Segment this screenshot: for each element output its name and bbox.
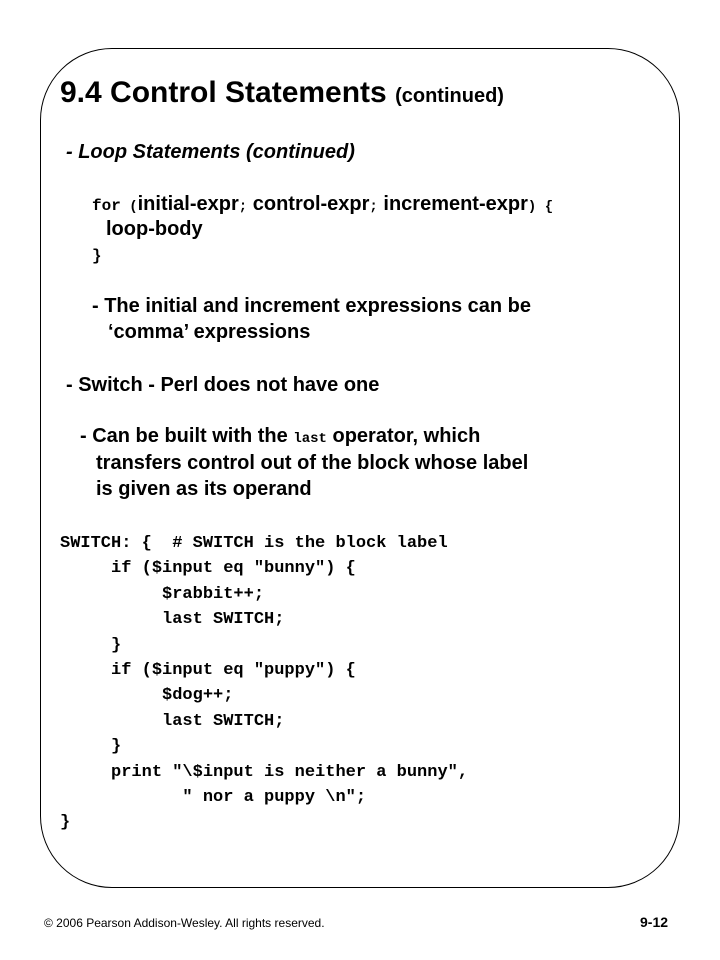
comma-note-line-1: - The initial and increment expressions can be	[92, 295, 532, 317]
copyright-notice: © 2006 Pearson Addison-Wesley. All rights reserved.	[44, 916, 325, 930]
code-line: SWITCH: { # SWITCH is the block label	[60, 534, 448, 553]
code-line: " nor a puppy \n";	[60, 788, 367, 808]
for-paren-open: (	[120, 199, 138, 215]
code-line: last SWITCH;	[60, 610, 285, 630]
semicolon-2: ;	[369, 199, 378, 215]
last-note-prefix: - Can be built with the	[80, 425, 288, 447]
last-note-line-3: is given as its operand	[96, 478, 312, 500]
last-note-line-1	[80, 425, 480, 448]
for-brace-close: }	[92, 247, 102, 265]
code-line: last SWITCH;	[60, 711, 285, 731]
code-line: }	[60, 813, 71, 833]
code-line: $dog++;	[60, 686, 234, 706]
for-brace-open: {	[536, 199, 554, 215]
last-note-line-2: transfers control out of the block whose label	[96, 452, 529, 474]
comma-note-line-2: ‘comma’ expressions	[108, 321, 311, 343]
semicolon-1: ;	[238, 199, 248, 215]
increment-expr: increment-expr	[377, 193, 528, 215]
code-line: if ($input eq "bunny") {	[60, 559, 356, 579]
title-suffix: (continued)	[395, 85, 504, 107]
code-line: }	[60, 635, 122, 655]
switch-heading: - Switch - Perl does not have one	[66, 374, 380, 396]
for-keyword: for	[92, 197, 121, 215]
for-syntax-line	[92, 193, 553, 216]
for-paren-close: )	[527, 199, 537, 215]
loop-statements-heading: - Loop Statements (continued)	[66, 141, 355, 163]
loop-body: loop-body	[106, 218, 203, 240]
title-main: 9.4 Control Statements	[60, 76, 387, 109]
switch-code-block	[60, 531, 468, 836]
page-number: 9-12	[640, 914, 669, 930]
slide-title	[60, 76, 504, 110]
control-expr: control-expr	[247, 193, 370, 215]
code-line: print "\$input is neither a bunny",	[60, 762, 469, 782]
last-note-suffix: operator, which	[332, 425, 481, 447]
code-line: $rabbit++;	[60, 584, 265, 604]
initial-expr: initial-expr	[137, 193, 239, 215]
last-keyword: last	[293, 431, 327, 447]
code-line: if ($input eq "puppy") {	[60, 661, 356, 681]
code-line: }	[60, 737, 122, 757]
